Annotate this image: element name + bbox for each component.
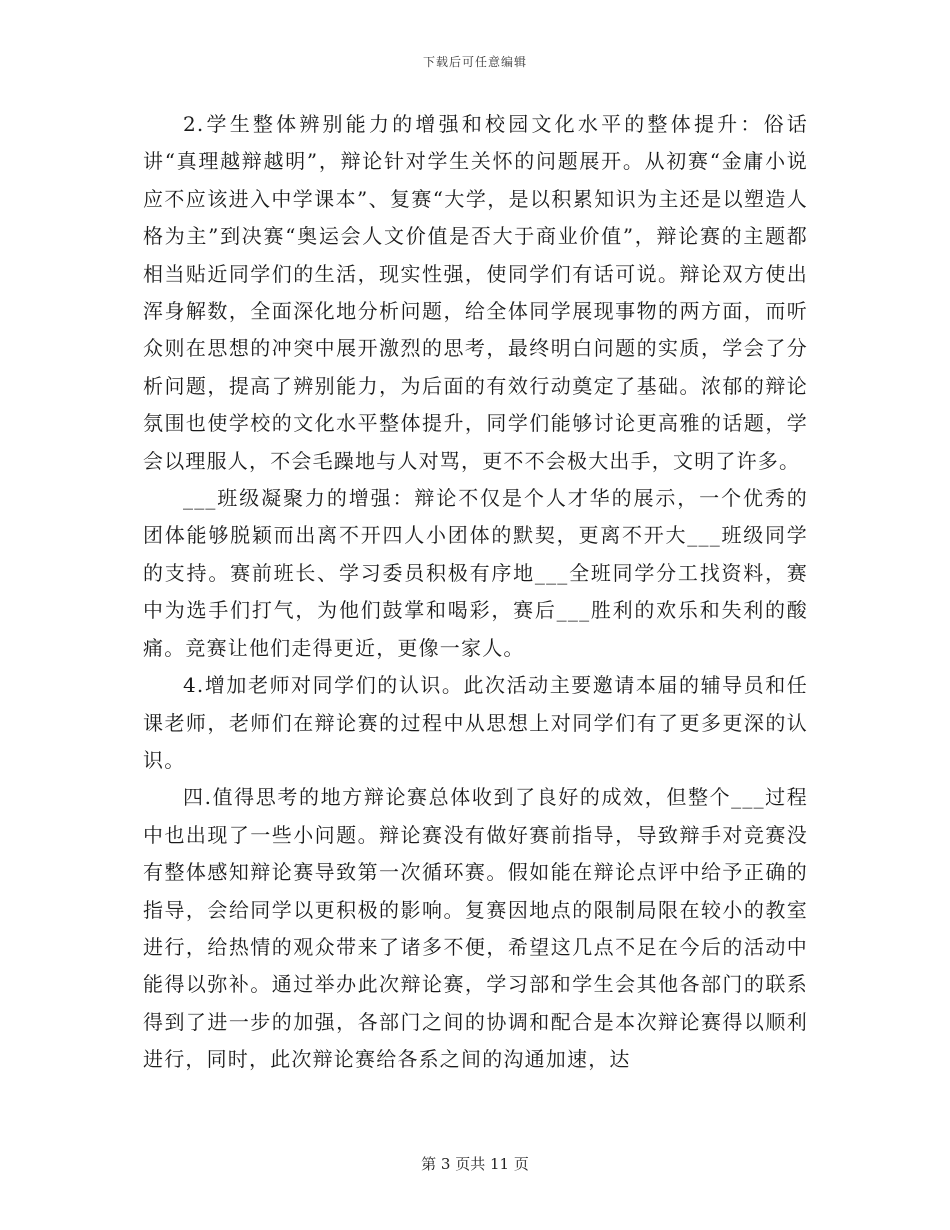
page-number-footer: 第 3 页共 11 页 xyxy=(421,1155,529,1173)
document-body xyxy=(143,106,808,1079)
paragraph-1: 2.学生整体辨别能力的增强和校园文化水平的整体提升：俗话讲“真理越辩越明”，辩论针对学生关怀的问题展开。从初赛“金庸小说应不应该进入中学课本”、复赛“大学，是以积累知识为主还是以塑造人格为主”到决赛“奥运会人文价值是否大于商业价值”，辩论赛的主题都相当贴近同学们的生活，现实性强，使同学们有话可说。辩论双方使出浑身解数，全面深化地分析问题，给全体同学展现事物的两方面，而听众则在思想的冲突中展开激烈的思考，最终明白问题的实质，学会了分析问题，提高了辨别能力，为后面的有效行动奠定了基础。浓郁的辩论氛围也使学校的文化水平整体提升，同学们能够讨论更高雅的话题，学会以理服人，不会毛躁地与人对骂，更不不会极大出手，文明了许多。 xyxy=(143,112,808,473)
page-header: 下载后可任意编辑 xyxy=(422,55,527,69)
paragraph-2: ___班级凝聚力的增强：辩论不仅是个人才华的展示，一个优秀的团体能够脱颖而出离不开四人小团体的默契，更离不开大___班级同学的支持。赛前班长、学习委员积极有序地___全班同学分工找资料，赛中为选手们打气，为他们鼓掌和喝彩，赛后___胜利的欢乐和失利的酸痛。竞赛让他们走得更近，更像一家人。 xyxy=(143,486,808,660)
paragraph-3: 4.增加老师对同学们的认识。此次活动主要邀请本届的辅导员和任课老师，老师们在辩论赛的过程中从思想上对同学们有了更多更深的认识。 xyxy=(143,673,808,772)
paragraph-4: 四.值得思考的地方辩论赛总体收到了良好的成效，但整个___过程中也出现了一些小问题。辩论赛没有做好赛前指导，导致辩手对竞赛没有整体感知辩论赛导致第一次循环赛。假如能在辩论点评中给予正确的指导，会给同学以更积极的影响。复赛因地点的限制局限在较小的教室进行，给热情的观众带来了诸多不便，希望这几点不足在今后的活动中能得以弥补。通过举办此次辩论赛，学习部和学生会其他各部门的联系得到了进一步的加强，各部门之间的协调和配合是本次辩论赛得以顺利进行，同时，此次辩论赛给各系之间的沟通加速，达 xyxy=(143,785,808,1072)
